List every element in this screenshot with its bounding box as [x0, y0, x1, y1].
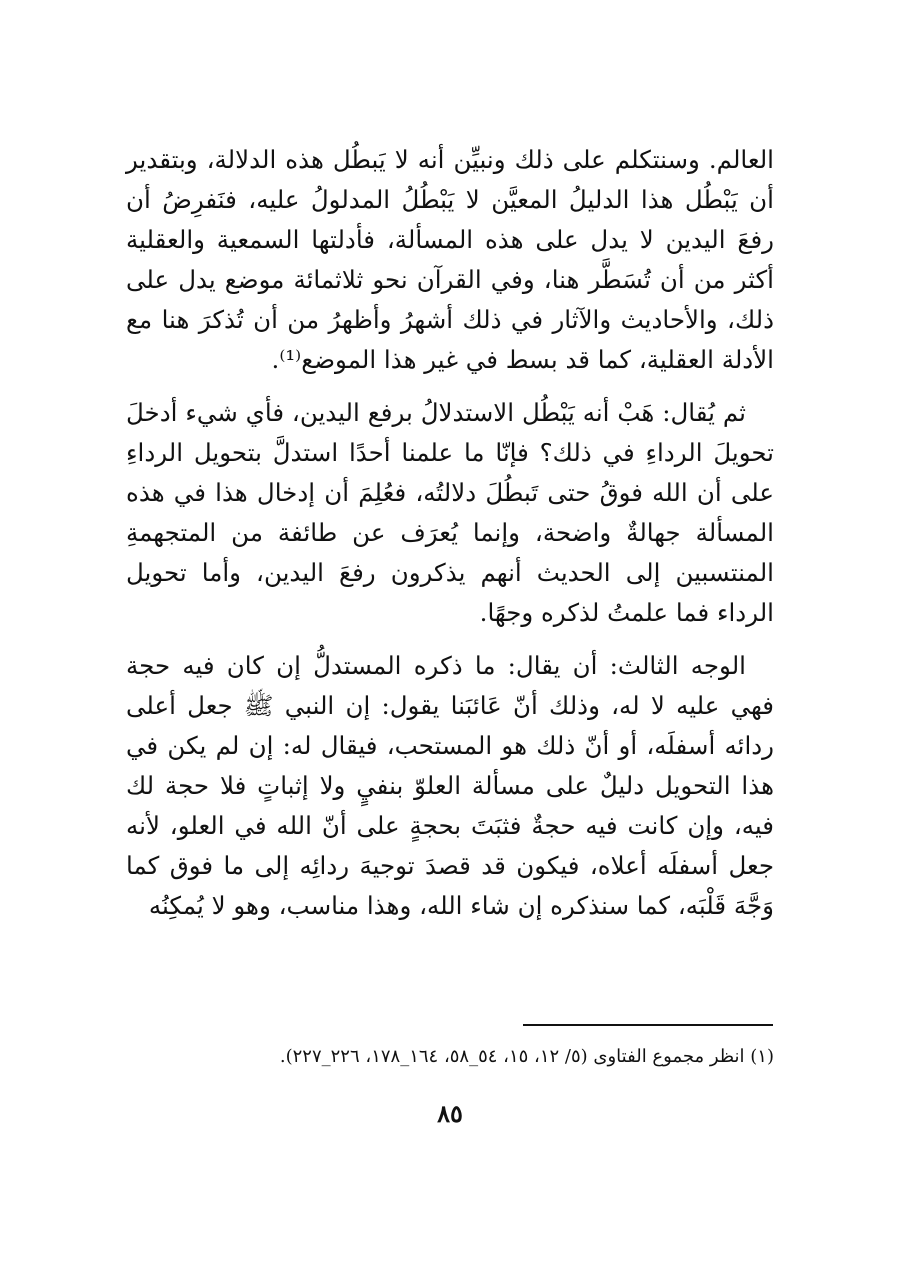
page-number: ٨٥ — [437, 1099, 463, 1128]
paragraph-2: ثم يُقال: هَبْ أنه يَبْطُل الاستدلالُ برفع اليدين، فأي شيء أدخلَ تحويلَ الرداءِ في ذلك؟ فإنّا ما علمنا أحدًا استدلَّ بتحويل الرداءِ على أن الله فوقُ حتى تَبطُلَ دلالتُه، فعُلِمَ أن إدخال هذا في هذه المسألة جهالةٌ واضحة، وإنما يُعرَف عن طائفة من المتجهمةِ المنتسبين إلى الحديث أنهم يذكرون رفعَ اليدين، وأما تحويل الرداء فما علمتُ لذكره وجهًا. — [126, 398, 774, 627]
footnote-separator — [523, 1024, 773, 1026]
paragraph-1: العالم. وسنتكلم على ذلك ونبيِّن أنه لا يَبطُل هذه الدلالة، وبتقدير أن يَبْطُل هذا الدليلُ المعيَّن لا يَبْطُلُ المدلولُ عليه، فنَفرِضُ أن رفعَ اليدين لا يدل على هذه المسألة، فأدلتها السمعية والعقلية أكثر من أن تُسَطَّر هنا، وفي القرآن نحو ثلاثمائة موضع يدل على ذلك، والأحاديث والآثار في ذلك أشهرُ وأظهرُ من أن تُذكرَ هنا مع الأدلة العقلية، كما قد بسط في غير هذا الموضع⁽¹⁾. — [126, 145, 774, 374]
main-text — [126, 140, 774, 926]
footnote: (١) انظر مجموع الفتاوى (٥/ ١٢، ١٥، ٥٤_٥٨، ١٦٤_١٧٨، ٢٢٦_٢٢٧). — [279, 1046, 774, 1067]
paragraph-3: الوجه الثالث: أن يقال: ما ذكره المستدلُّ إن كان فيه حجة فهي عليه لا له، وذلك أنّ عَائبَنا يقول: إن النبي ﷺ جعل أعلى ردائه أسفلَه، أو أنّ ذلك هو المستحب، فيقال له: إن لم يكن في هذا التحويل دليلٌ على مسألة العلوّ بنفيٍ ولا إثباتٍ فلا حجة لك فيه، وإن كانت فيه حجةٌ فثبَتَ بحجةٍ على أنّ الله في العلو، لأنه جعل أسفلَه أعلاه، فيكون قد قصدَ توجيهَ ردائِه إلى ما فوق كما وَجَّهَ قَلْبَه، كما سنذكره إن شاء الله، وهذا مناسب، وهو لا يُمكِنُه — [126, 651, 774, 920]
